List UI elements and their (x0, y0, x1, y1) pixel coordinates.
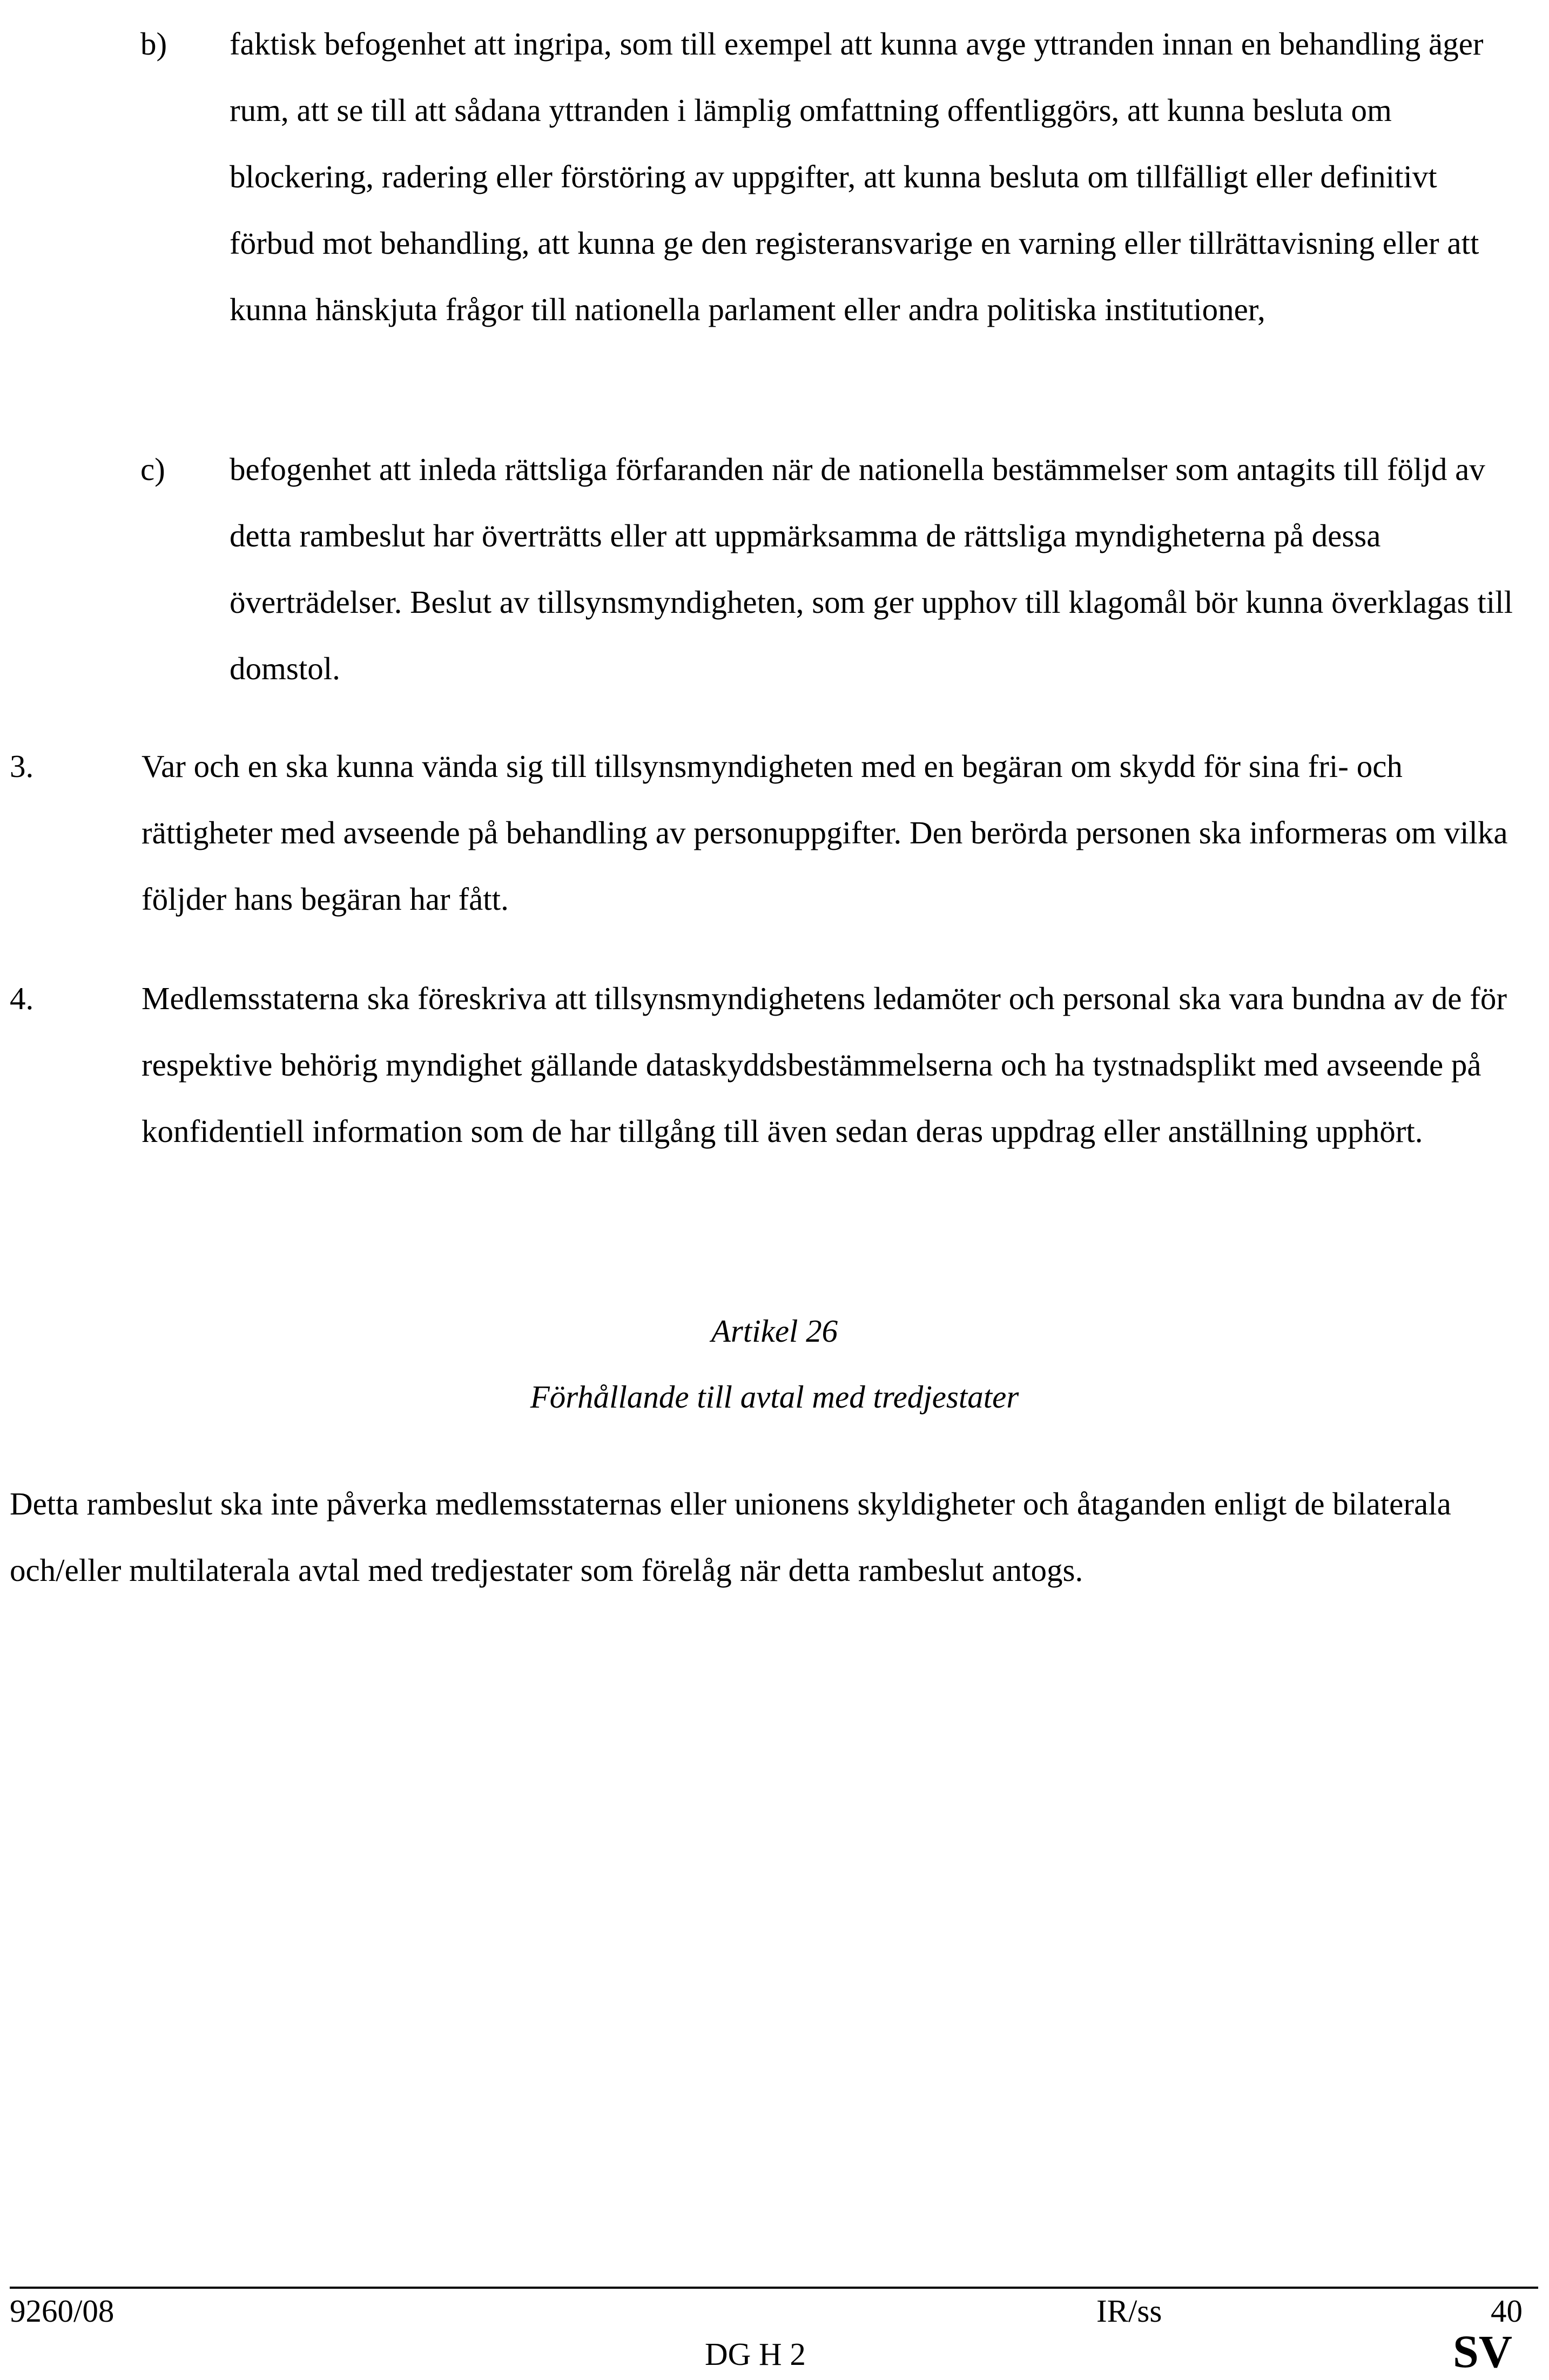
item-text-c: befogenhet att inleda rättsliga förfaranden när de nationella bestämmelser som antagits till följd av detta rambeslut har överträtts eller att uppmärksamma de rättsliga myndigheterna på dessa överträdelser. Beslut av tillsynsmyndigheten, som ger upphov till klagomål bör kunna överklagas till domstol. (230, 451, 1513, 686)
footer-rule (10, 2287, 1538, 2289)
article-number: Artikel 26 (711, 1313, 838, 1349)
footer-initials: IR/ss (1096, 2293, 1162, 2329)
paragraph-text-4: Medlemsstaterna ska föreskriva att tillsynsmyndighetens ledamöter och personal ska vara bundna av de för respektive behörig myndighet gällande dataskyddsbestämmelserna och ha tystnadsplikt med avseende på konfidentiell information som de har tillgång till även sedan deras uppdrag eller anställning upphört. (142, 981, 1507, 1149)
item-marker-c: c) (140, 451, 165, 487)
article-title: Förhållande till avtal med tredjestater (530, 1379, 1019, 1415)
article-text: Detta rambeslut ska inte påverka medlemsstaternas eller unionens skyldigheter och åtaganden enligt de bilaterala och/eller multilaterala avtal med tredjestater som förelåg när detta rambeslut antogs. (10, 1486, 1451, 1588)
item-marker-b: b) (140, 26, 167, 62)
paragraph-text-3: Var och en ska kunna vända sig till tillsynsmyndigheten med en begäran om skydd för sina fri- och rättigheter med avseende på behandling av personuppgifter. Den berörda personen ska informeras om vilka följder hans begäran har fått. (142, 748, 1508, 917)
footer-doc-number: 9260/08 (10, 2293, 115, 2329)
paragraph-number-4: 4. (10, 981, 34, 1016)
footer-language: SV (1453, 2325, 1512, 2377)
footer-page-number: 40 (1491, 2293, 1523, 2329)
footer-directorate: DG H 2 (705, 2336, 806, 2372)
paragraph-number-3: 3. (10, 748, 34, 784)
item-text-b: faktisk befogenhet att ingripa, som till exempel att kunna avge yttranden innan en behandling äger rum, att se till att sådana yttranden i lämplig omfattning offentliggörs, att kunna besluta om blockering, radering eller förstöring av uppgifter, att kunna besluta om tillfälligt eller definitivt förbud mot behandling, att kunna ge den registeransvarige en varning eller tillrättavisning eller att kunna hänskjuta frågor till nationella parlament eller andra politiska institutioner, (230, 26, 1484, 327)
